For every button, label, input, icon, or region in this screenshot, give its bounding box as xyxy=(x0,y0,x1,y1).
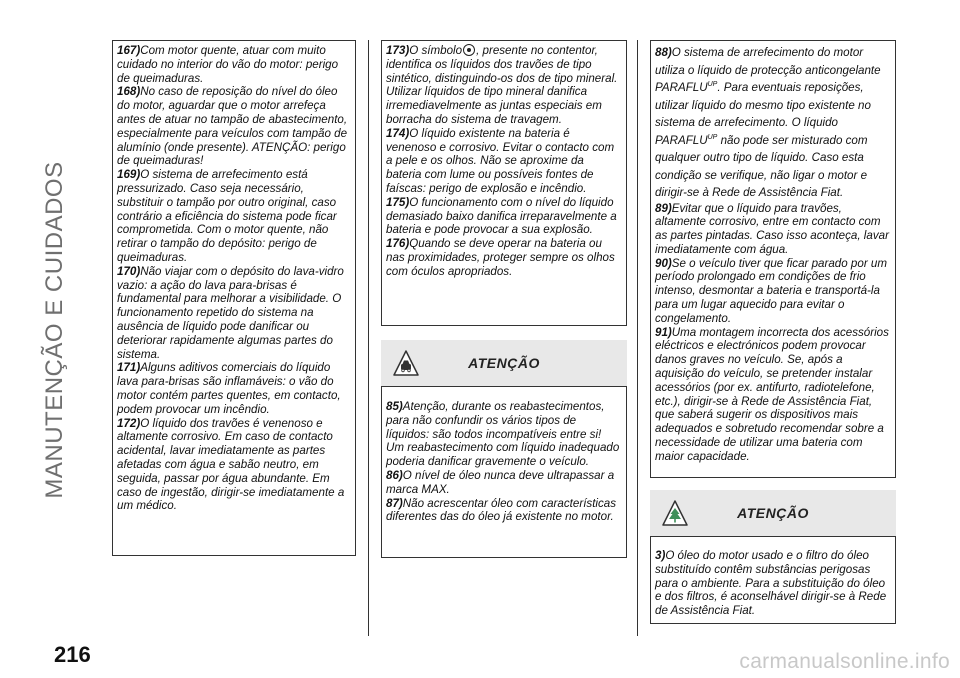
warning-heading: ATENÇÃO xyxy=(468,355,540,371)
note-text: . Para eventuais reposições, utilizar líquido do mesmo tipo existente no sistema de arrefecimento. O líquido PARAFLU xyxy=(655,81,871,147)
page-number: 216 xyxy=(54,642,91,667)
note-number: 91) xyxy=(655,325,672,339)
note-item xyxy=(386,237,622,278)
note-text: Atenção, durante os reabastecimentos, para não confundir os vários tipos de líquidos: são todos incompatíveis entre si! Um reabastecimento com líquido inadequado poderia danificar gravemente o veículo. xyxy=(386,400,620,469)
note-item xyxy=(655,257,891,326)
note-number: 168) xyxy=(117,85,141,99)
note-text: O símbolo xyxy=(409,44,463,57)
note-text: Uma montagem incorrecta dos acessórios eléctricos e electrónicos podem provocar danos graves no veículo. Se, após a aquisição do veículo, se pretender instalar acessórios (por ex. antifurto, radiotelefone, etc.), dirigir-se à Rede de Assistência Fiat, que saberá sugerir os dispositivos mais adequados e sobretudo recomendar sobre a necessidade de utilizar uma bateria com maior capacidade. xyxy=(655,325,889,463)
note-item xyxy=(386,196,622,237)
note-text: Evitar que o líquido para travões, altamente corrosivo, entre em contacto com as partes pintadas. Caso isso aconteça, lavar imediatamente com água. xyxy=(655,201,889,256)
note-text: Não viajar com o depósito do lava-vidro vazio: a ação do lava para-brisas é fundamental para melhorar a visibilidade. O funcionamento repetido do sistema na ausência de líquido pode danificar ou deteriorar rapidamente algumas partes do sistema. xyxy=(117,264,344,361)
note-text: Com motor quente, atuar com muito cuidado no interior do vão do motor: perigo de queimaduras. xyxy=(117,44,339,85)
note-text: O sistema de arrefecimento do motor utiliza o líquido de protecção anticongelante PARAFLU xyxy=(655,46,881,94)
col3-warning-box xyxy=(650,536,896,624)
note-number: 85) xyxy=(386,400,403,413)
col2-notes xyxy=(386,127,622,279)
note-item xyxy=(117,85,351,168)
note-text: não pode ser misturado com qualquer outro tipo de líquido. Caso esta condição se verifique, não ligar o motor e dirigir-se à Rede de Assistência Fiat. xyxy=(655,133,868,199)
environment-tree-icon xyxy=(662,499,688,527)
superscript: UP xyxy=(707,81,718,89)
note-text: O óleo do motor usado e o filtro do óleo substituído contêm substâncias perigosas para o ambiente. Para a substituição do óleo e dos filtros, é aconselhável dirigir-se à Rede de Assistência Fiat. xyxy=(655,549,887,618)
note-number: 90) xyxy=(655,256,672,270)
note-text: No caso de reposição do nível do óleo do motor, aguardar que o motor arrefeça antes de atuar no tampão de abastecimento, especialmente para veículos com tampão de alumínio (onde presente). ATENÇÃO: perigo de queimaduras! xyxy=(117,85,348,168)
note-number: 87) xyxy=(386,496,403,510)
note-number: 88) xyxy=(655,46,672,59)
note-item xyxy=(655,202,891,257)
note-173 xyxy=(386,44,622,127)
column-rule-1 xyxy=(368,40,369,636)
note-number: 167) xyxy=(117,44,141,57)
note-number: 3) xyxy=(655,549,666,562)
warning-heading: ATENÇÃO xyxy=(737,505,809,521)
col1-box xyxy=(112,40,356,556)
note-item xyxy=(117,168,351,265)
col1-notes xyxy=(117,44,351,513)
note-text: O líquido existente na bateria é venenoso e corrosivo. Evitar o contacto com a pele e os olhos. Não se aproxime da bateria com lume ou possíveis fontes de faíscas: perigo de explosão e incêndio. xyxy=(386,126,615,195)
note-item xyxy=(117,417,351,514)
col3-notes xyxy=(655,202,891,464)
col3-warning-notes xyxy=(655,549,891,618)
note-number: 169) xyxy=(117,168,141,182)
note-text: O nível de óleo nunca deve ultrapassar a marca MAX. xyxy=(386,468,615,496)
superscript: UP xyxy=(707,133,718,141)
note-item xyxy=(117,44,351,85)
warning-item xyxy=(386,469,622,497)
note-item xyxy=(117,361,351,416)
note-number: 171) xyxy=(117,361,141,375)
note-text: O funcionamento com o nível do líquido demasiado baixo danifica irreparavelmente a bateria e pode provocar a sua explosão. xyxy=(386,195,617,237)
col2-warning-notes xyxy=(386,400,622,524)
note-number: 173) xyxy=(386,44,410,57)
note-number: 170) xyxy=(117,264,141,278)
note-text: Quando se deve operar na bateria ou nas proximidades, proteger sempre os olhos com óculos apropriados. xyxy=(386,237,615,278)
note-item xyxy=(117,265,351,362)
warning-item xyxy=(386,400,622,469)
brake-fluid-symbol-icon xyxy=(463,44,475,56)
note-number: 175) xyxy=(386,195,410,209)
col2-warning-box xyxy=(381,386,627,558)
note-number: 174) xyxy=(386,126,410,140)
note-item xyxy=(386,127,622,196)
column-rule-2 xyxy=(637,40,638,636)
note-88 xyxy=(655,44,891,202)
warning-item xyxy=(386,497,622,525)
note-text: O líquido dos travões é venenoso e altamente corrosivo. Em caso de contacto acidental, lavar imediatamente as partes afetadas com água e sabão neutro, em seguida, passar por água abundante. Em caso de ingestão, dirigir-se imediatamente a um médico. xyxy=(117,416,345,513)
note-number: 86) xyxy=(386,468,403,482)
note-number: 176) xyxy=(386,237,410,251)
note-text: O sistema de arrefecimento está pressurizado. Caso seja necessário, substituir o tampão por outro original, caso contrário a eficiência do sistema pode ficar comprometida. Com o motor quente, não retirar o tampão do depósito: perigo de queimaduras. xyxy=(117,168,337,264)
warning-item xyxy=(655,549,891,618)
note-text: Alguns aditivos comerciais do líquido lava para-brisas são inflamáveis: o vão do motor contém partes quentes, em contacto, podem provocar um incêndio. xyxy=(117,361,341,416)
col3-top-box xyxy=(650,40,896,478)
note-text: Não acrescentar óleo com características diferentes das do óleo já existente no motor. xyxy=(386,496,617,524)
car-warning-icon xyxy=(393,349,419,377)
col2-warning-header xyxy=(381,340,627,386)
col2-top-box xyxy=(381,40,627,326)
col3-warning-header xyxy=(650,490,896,536)
note-number: 89) xyxy=(655,201,672,215)
note-item xyxy=(655,326,891,464)
watermark: carmanualsonline.info xyxy=(739,650,950,673)
section-title: MANUTENÇÃO E CUIDADOS xyxy=(41,161,68,499)
note-number: 172) xyxy=(117,416,141,430)
note-text: Se o veículo tiver que ficar parado por um período prolongado em condições de frio intenso, desmontar a bateria e transportá-la para um lugar aquecido para evitar o congelamento. xyxy=(655,256,888,325)
note-text: , presente no contentor, identifica os líquidos dos travões de tipo sintético, distinguindo-os dos de tipo mineral. Utilizar líquidos de tipo mineral danifica irremediavelmente as juntas especiais em borracha do sistema de travagem. xyxy=(386,44,618,126)
